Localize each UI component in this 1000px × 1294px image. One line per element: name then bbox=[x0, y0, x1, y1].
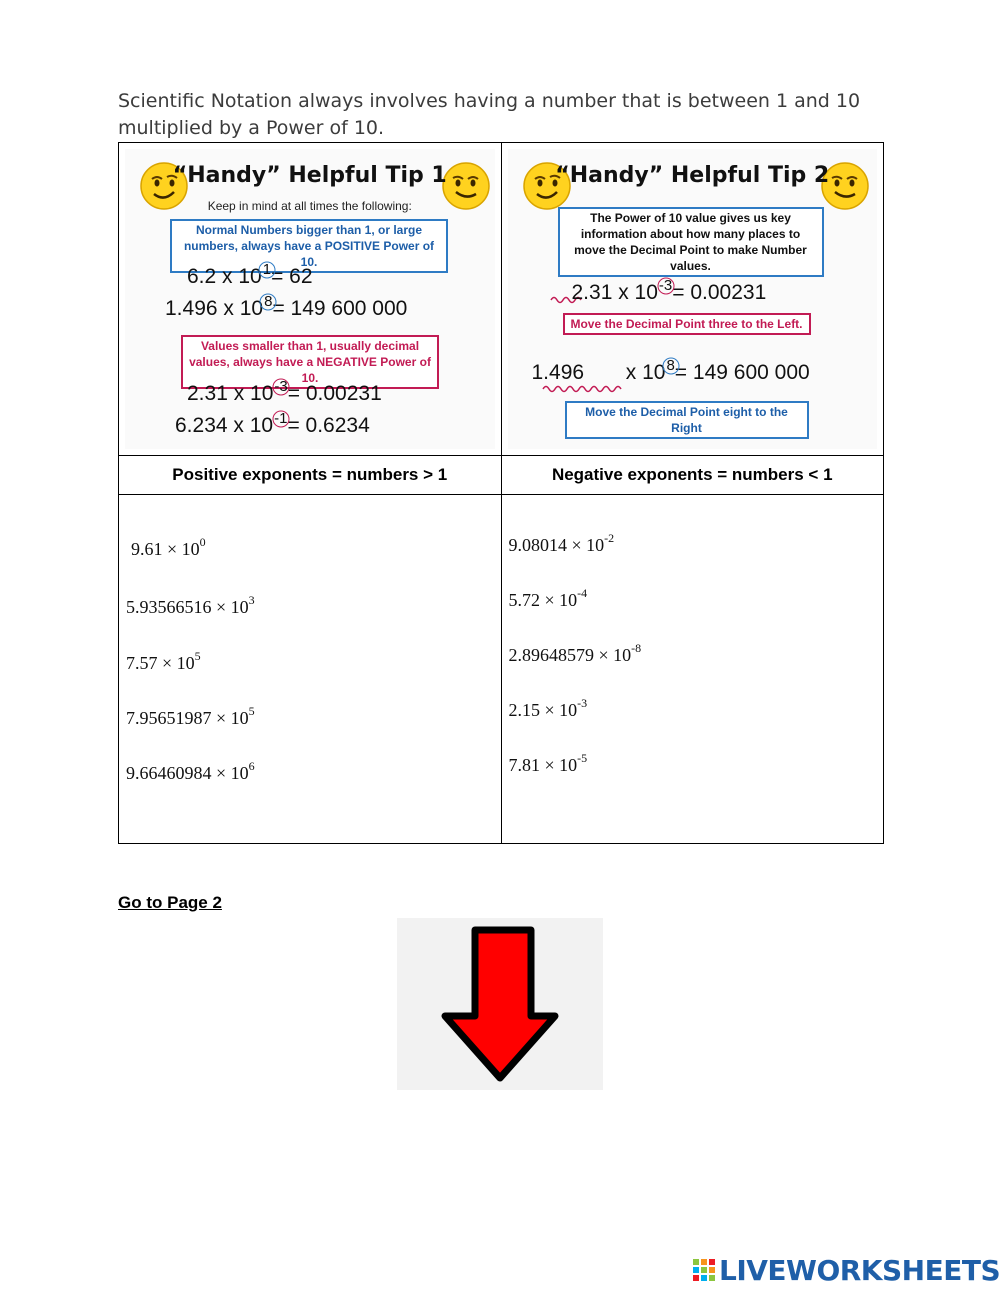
eq-result: = 0.00231 bbox=[287, 382, 382, 405]
list-item: $5.72 \times 10^{-4}$ bbox=[508, 586, 588, 610]
tip2-equation-1 bbox=[571, 277, 767, 305]
logo-text: LIVEWORKSHEETS bbox=[719, 1253, 1000, 1287]
eq-exponent: -1 bbox=[274, 410, 288, 427]
negative-list bbox=[501, 495, 884, 844]
eq-mid: x 10 bbox=[625, 361, 666, 384]
tip1-title: “Handy” Helpful Tip 1 bbox=[172, 163, 447, 188]
eq-exponent: -3 bbox=[274, 378, 288, 395]
squiggle-underline bbox=[542, 383, 626, 395]
list-item: $2.89648579 \times 10^{-8}$ bbox=[508, 641, 642, 665]
list-item: $5.93566516 \times 10^3$ bbox=[126, 593, 255, 617]
eq-coef: 1.496 bbox=[531, 361, 585, 384]
tip1-cell bbox=[119, 143, 502, 456]
down-arrow-button[interactable] bbox=[397, 918, 603, 1090]
eq-result: = 0.6234 bbox=[287, 414, 370, 437]
list-item: $7.95651987 \times 10^5$ bbox=[126, 704, 255, 728]
list-item: $7.57 \times 10^5$ bbox=[126, 649, 201, 673]
eq-result: = 62 bbox=[271, 265, 313, 288]
tips-table bbox=[118, 142, 884, 844]
tip1-equation-4 bbox=[175, 410, 370, 438]
liveworksheets-logo bbox=[693, 1253, 1000, 1287]
eq-coef: 6.234 x 10 bbox=[175, 414, 274, 437]
negative-header: Negative exponents = numbers < 1 bbox=[501, 456, 884, 495]
tip1-equation-2 bbox=[165, 293, 408, 321]
tip2-info-box: The Power of 10 value gives us key information about how many places to move the Decimal Point to make Number values. bbox=[558, 207, 824, 277]
tip2-left-box: Move the Decimal Point three to the Left. bbox=[563, 313, 811, 335]
positive-header: Positive exponents = numbers > 1 bbox=[119, 456, 502, 495]
eq-result: = 0.00231 bbox=[672, 281, 767, 304]
eq-coef: 6.2 x 10 bbox=[187, 265, 262, 288]
list-item: $9.08014 \times 10^{-2}$ bbox=[508, 531, 615, 555]
tip1-negative-box: Values smaller than 1, usually decimal values, always have a NEGATIVE Power of 10. bbox=[181, 335, 439, 389]
intro-text: Scientific Notation always involves having a number that is between 1 and 10 multiplied by a Power of 10. bbox=[118, 90, 861, 139]
list-item: $9.66460984 \times 10^6$ bbox=[126, 759, 255, 783]
eq-exponent: 1 bbox=[262, 261, 272, 278]
eq-exponent: 8 bbox=[264, 293, 273, 310]
tip1-equation-3 bbox=[187, 378, 382, 406]
tip1-equation-1 bbox=[187, 261, 313, 289]
eq-result: = 149 600 000 bbox=[272, 297, 408, 320]
tip1-positive-box: Normal Numbers bigger than 1, or large numbers, always have a POSITIVE Power of 10. bbox=[170, 219, 448, 273]
eq-exponent: -3 bbox=[658, 277, 673, 294]
tip1-subtitle: Keep in mind at all times the following: bbox=[207, 199, 412, 213]
eq-coef: 1.496 x 10 bbox=[165, 297, 264, 320]
tip2-image bbox=[508, 149, 878, 449]
down-arrow-icon bbox=[397, 918, 603, 1090]
logo-grid-icon bbox=[693, 1259, 715, 1281]
list-item: $9.61 \times 10^0$ bbox=[131, 535, 206, 559]
tip2-title: “Handy” Helpful Tip 2 bbox=[555, 163, 830, 188]
tip2-right-box: Move the Decimal Point eight to the Right bbox=[565, 401, 809, 439]
list-item: $2.15 \times 10^{-3}$ bbox=[508, 696, 588, 720]
eq-result: = 149 600 000 bbox=[674, 361, 810, 384]
eq-coef: 2.31 x 10 bbox=[571, 281, 658, 304]
eq-coef: 2.31 x 10 bbox=[187, 382, 274, 405]
positive-list bbox=[119, 495, 502, 844]
tip1-image bbox=[125, 149, 495, 449]
eq-exponent: 8 bbox=[666, 357, 675, 374]
go-to-page-2-link[interactable]: Go to Page 2 bbox=[118, 893, 222, 912]
tip2-equation-2 bbox=[531, 357, 810, 385]
tip2-cell bbox=[501, 143, 884, 456]
list-item: $7.81 \times 10^{-5}$ bbox=[508, 751, 588, 775]
